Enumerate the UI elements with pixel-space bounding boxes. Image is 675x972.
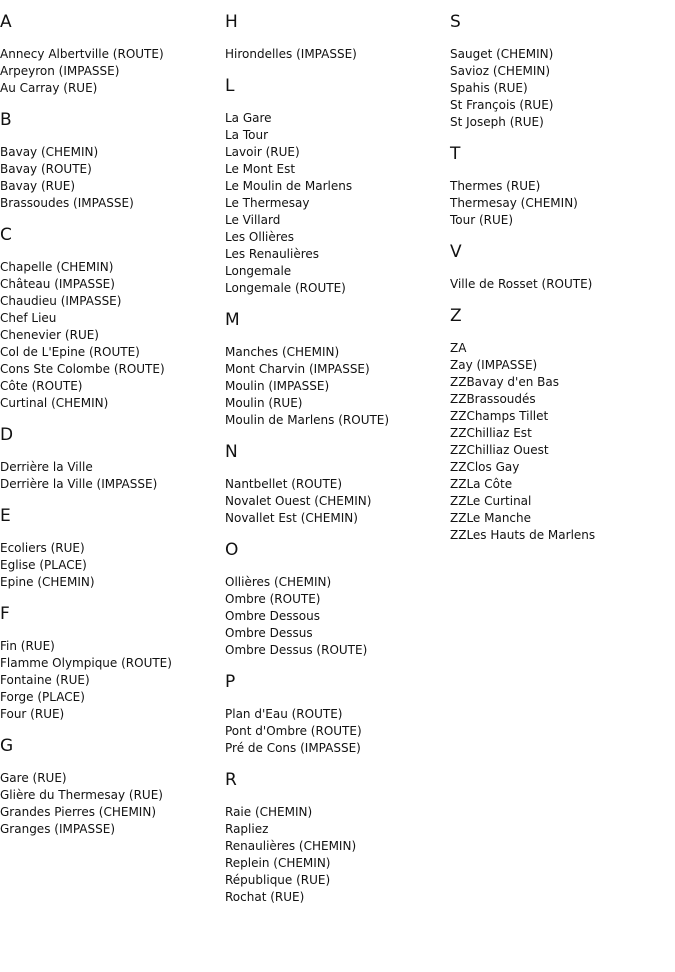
street-list-item: Brassoudes (IMPASSE) [0, 196, 134, 210]
street-list-item: Fontaine (RUE) [0, 673, 90, 687]
street-list-item: Thermes (RUE) [450, 179, 541, 193]
street-list-item: ZZClos Gay [450, 460, 520, 474]
street-list-item: Château (IMPASSE) [0, 277, 115, 291]
street-list-item: Cons Ste Colombe (ROUTE) [0, 362, 165, 376]
street-list-item: Epine (CHEMIN) [0, 575, 95, 589]
street-list-item: Derrière la Ville [0, 460, 93, 474]
street-list-item: Gare (RUE) [0, 771, 67, 785]
street-list-item: Replein (CHEMIN) [225, 856, 331, 870]
street-list-item: Sauget (CHEMIN) [450, 47, 554, 61]
letter-section-h [225, 12, 445, 63]
street-list [0, 259, 220, 412]
street-list-item: Four (RUE) [0, 707, 65, 721]
street-list [225, 46, 445, 63]
street-list [0, 144, 220, 212]
street-list-item: Glière du Thermesay (RUE) [0, 788, 163, 802]
letter-section-e [0, 506, 220, 591]
street-list-item: Ville de Rosset (ROUTE) [450, 277, 593, 291]
street-list [450, 46, 670, 131]
street-list-item: Les Ollières [225, 230, 295, 244]
street-list-item: Curtinal (CHEMIN) [0, 396, 109, 410]
street-list-item: Savioz (CHEMIN) [450, 64, 551, 78]
street-list-item: ZZBavay d'en Bas [450, 375, 559, 389]
section-letter-heading: D [0, 425, 14, 445]
section-letter-heading: Z [450, 306, 462, 326]
street-list-item: Plan d'Eau (ROUTE) [225, 707, 343, 721]
street-list [225, 706, 445, 757]
street-list-item: ZA [450, 341, 467, 355]
street-list [225, 574, 445, 659]
section-letter-heading: M [225, 310, 240, 330]
street-list [225, 344, 445, 429]
section-letter-heading: B [0, 110, 12, 130]
street-list-item: La Gare [225, 111, 272, 125]
section-letter-heading: O [225, 540, 239, 560]
street-index-column-1 [0, 12, 220, 851]
street-list [225, 804, 445, 906]
street-list-item: ZZLe Curtinal [450, 494, 532, 508]
street-list [0, 770, 220, 838]
street-list-item: Thermesay (CHEMIN) [450, 196, 578, 210]
street-list-item: Les Renaulières [225, 247, 320, 261]
street-list-item: Flamme Olympique (ROUTE) [0, 656, 172, 670]
street-list-item: ZZChamps Tillet [450, 409, 549, 423]
street-list-item: Grandes Pierres (CHEMIN) [0, 805, 157, 819]
street-list-item: Tour (RUE) [450, 213, 514, 227]
street-list-item: Au Carray (RUE) [0, 81, 98, 95]
street-list-item: Pré de Cons (IMPASSE) [225, 741, 361, 755]
street-list-item: Ombre Dessous [225, 609, 320, 623]
letter-section-t [450, 144, 670, 229]
street-list-item: Fin (RUE) [0, 639, 55, 653]
letter-section-z [450, 306, 670, 544]
letter-section-d [0, 425, 220, 493]
street-list-item: Zay (IMPASSE) [450, 358, 538, 372]
letter-section-p [225, 672, 445, 757]
letter-section-s [450, 12, 670, 131]
section-letter-heading: S [450, 12, 461, 32]
street-list-item: Rapliez [225, 822, 269, 836]
street-list-item: Chenevier (RUE) [0, 328, 99, 342]
street-list-item: Le Moulin de Marlens [225, 179, 353, 193]
section-letter-heading: H [225, 12, 238, 32]
street-list [0, 459, 220, 493]
street-list-item: Ecoliers (RUE) [0, 541, 85, 555]
street-list [225, 110, 445, 297]
street-list-item: Pont d'Ombre (ROUTE) [225, 724, 362, 738]
street-list-item: Arpeyron (IMPASSE) [0, 64, 120, 78]
section-letter-heading: R [225, 770, 237, 790]
street-list-item: Granges (IMPASSE) [0, 822, 116, 836]
street-list-item: Bavay (ROUTE) [0, 162, 92, 176]
street-list-item: ZZLa Côte [450, 477, 513, 491]
street-list-item: Bavay (CHEMIN) [0, 145, 99, 159]
street-list [0, 638, 220, 723]
letter-section-g [0, 736, 220, 838]
street-list-item: ZZLes Hauts de Marlens [450, 528, 596, 542]
section-letter-heading: N [225, 442, 238, 462]
street-list-item: Novalet Ouest (CHEMIN) [225, 494, 372, 508]
street-list [0, 540, 220, 591]
street-list-item: Novallet Est (CHEMIN) [225, 511, 358, 525]
street-list-item: Renaulières (CHEMIN) [225, 839, 357, 853]
street-list-item: Spahis (RUE) [450, 81, 528, 95]
street-list-item: Annecy Albertville (ROUTE) [0, 47, 164, 61]
street-list-item: ZZBrassoudés [450, 392, 536, 406]
street-list-item: Moulin (IMPASSE) [225, 379, 330, 393]
street-list [0, 46, 220, 97]
street-list-item: Bavay (RUE) [0, 179, 76, 193]
street-list-item: Ollières (CHEMIN) [225, 575, 332, 589]
street-list-item: Chapelle (CHEMIN) [0, 260, 114, 274]
section-letter-heading: T [450, 144, 461, 164]
street-list-item: Le Thermesay [225, 196, 310, 210]
street-list-item: Longemale (ROUTE) [225, 281, 346, 295]
street-list-item: Manches (CHEMIN) [225, 345, 340, 359]
street-list-item: Le Villard [225, 213, 281, 227]
street-list-item: Moulin de Marlens (ROUTE) [225, 413, 390, 427]
street-list-item: Chaudieu (IMPASSE) [0, 294, 122, 308]
street-list-item: Ombre Dessus [225, 626, 313, 640]
street-list [450, 178, 670, 229]
letter-section-m [225, 310, 445, 429]
letter-section-b [0, 110, 220, 212]
letter-section-a [0, 12, 220, 97]
section-letter-heading: E [0, 506, 11, 526]
street-list-item: Eglise (PLACE) [0, 558, 87, 572]
section-letter-heading: P [225, 672, 236, 692]
street-list-item: ZZChilliaz Ouest [450, 443, 549, 457]
street-list-item: Col de L'Epine (ROUTE) [0, 345, 140, 359]
street-list-item: Forge (PLACE) [0, 690, 85, 704]
street-list-item: République (RUE) [225, 873, 331, 887]
street-list-item: Hirondelles (IMPASSE) [225, 47, 357, 61]
letter-section-r [225, 770, 445, 906]
street-list-item: Raie (CHEMIN) [225, 805, 313, 819]
street-list-item: ZZChilliaz Est [450, 426, 532, 440]
section-letter-heading: F [0, 604, 10, 624]
street-list-item: Rochat (RUE) [225, 890, 305, 904]
section-letter-heading: A [0, 12, 12, 32]
street-list [450, 276, 670, 293]
section-letter-heading: L [225, 76, 235, 96]
street-list-item: St Joseph (RUE) [450, 115, 544, 129]
street-index-column-2 [225, 12, 445, 919]
letter-section-n [225, 442, 445, 527]
street-list-item: Ombre Dessus (ROUTE) [225, 643, 368, 657]
letter-section-l [225, 76, 445, 297]
street-list-item: ZZLe Manche [450, 511, 532, 525]
street-list-item: Mont Charvin (IMPASSE) [225, 362, 370, 376]
section-letter-heading: C [0, 225, 12, 245]
street-list [225, 476, 445, 527]
section-letter-heading: G [0, 736, 14, 756]
letter-section-o [225, 540, 445, 659]
letter-section-c [0, 225, 220, 412]
street-list-item: Nantbellet (ROUTE) [225, 477, 343, 491]
street-list-item: Longemale [225, 264, 292, 278]
street-list [450, 340, 670, 544]
street-list-item: Chef Lieu [0, 311, 57, 325]
street-list-item: Le Mont Est [225, 162, 296, 176]
street-list-item: St François (RUE) [450, 98, 554, 112]
street-list-item: Côte (ROUTE) [0, 379, 83, 393]
street-list-item: La Tour [225, 128, 269, 142]
street-list-item: Lavoir (RUE) [225, 145, 300, 159]
street-list-item: Moulin (RUE) [225, 396, 303, 410]
letter-section-f [0, 604, 220, 723]
street-list-item: Ombre (ROUTE) [225, 592, 321, 606]
street-index-column-3 [450, 12, 670, 557]
street-list-item: Derrière la Ville (IMPASSE) [0, 477, 158, 491]
section-letter-heading: V [450, 242, 462, 262]
letter-section-v [450, 242, 670, 293]
